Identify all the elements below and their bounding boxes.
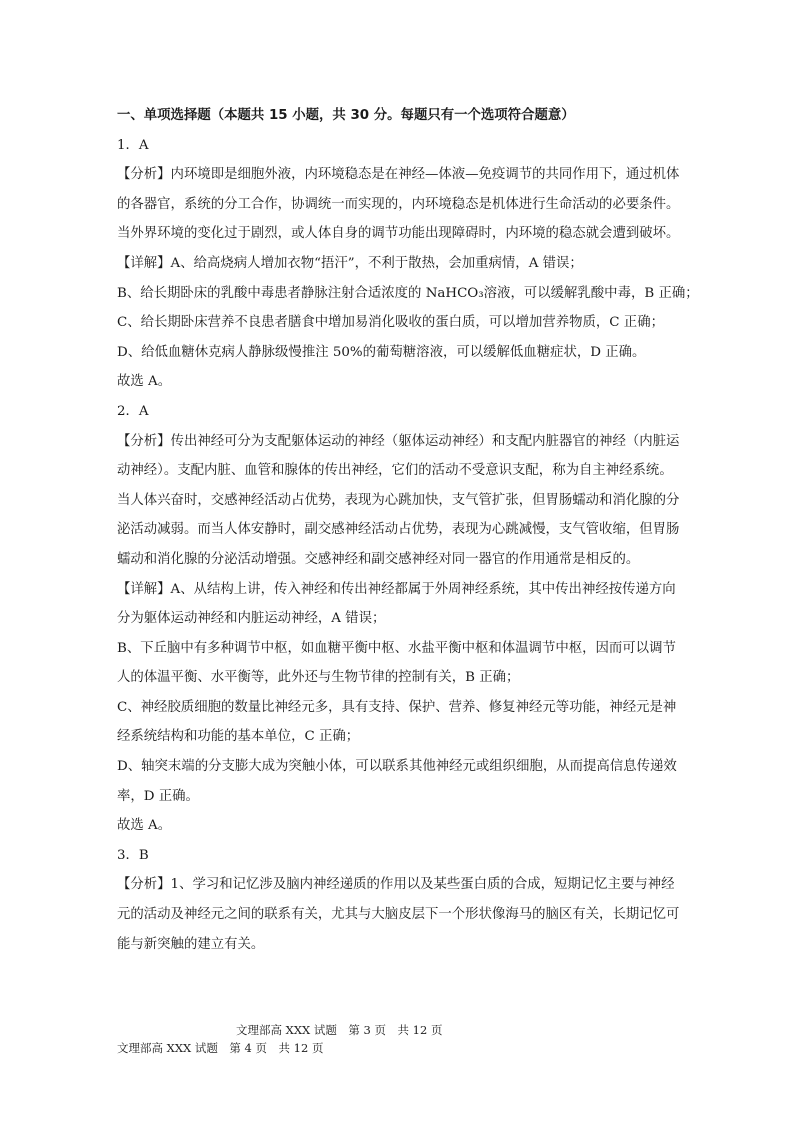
text-line: 动神经）。支配内脏、血管和腺体的传出神经，它们的活动不受意识支配，称为自主神经系统。	[117, 463, 673, 479]
answer-lines	[117, 131, 697, 960]
text-line: 1．A	[117, 137, 149, 153]
text-line: 蠕动和消化腺的分泌活动增强。交感神经和副交感神经对同一器官的作用通常是相反的。	[117, 551, 640, 567]
answer-content	[117, 101, 697, 959]
text-line: 故选 A。	[117, 374, 172, 390]
text-line: D、轴突末端的分支膨大成为突触小体，可以联系其他神经元或组织细胞，从而提高信息传递效	[117, 759, 677, 775]
text-line: 当人体兴奋时，交感神经活动占优势，表现为心跳加快，支气管扩张，但胃肠蠕动和消化腺的分	[117, 492, 680, 508]
text-line: 故选 A。	[117, 818, 172, 834]
text-line: C、给长期卧床营养不良患者膳食中增加易消化吸收的蛋白质，可以增加营养物质，C 正确；	[117, 315, 664, 331]
text-line: 当外界环境的变化过于剧烈，或人体自身的调节功能出现障碍时，内环境的稳态就会遭到破坏。	[117, 226, 680, 242]
text-line: 【详解】A、从结构上讲，传入神经和传出神经都属于外周神经系统，其中传出神经按传递方向	[117, 581, 676, 597]
text-line: 【分析】内环境即是细胞外液，内环境稳态是在神经—体液—免疫调节的共同作用下，通过机体	[117, 167, 680, 183]
text-line: 元的活动及神经元之间的联系有关，尤其与大脑皮层下一个形状像海马的脑区有关，长期记忆可	[117, 907, 680, 923]
section-heading: 一、单项选择题（本题共 15 小题，共 30 分。每题只有一个选项符合题意）	[117, 108, 575, 123]
text-line: D、给低血糖休克病人静脉级慢推注 50%的葡萄糖溶液，可以缓解低血糖症状，D 正确。	[117, 344, 646, 360]
text-line: B、给长期卧床的乳酸中毒患者静脉注射合适浓度的 NaHCO₃溶液，可以缓解乳酸中毒，B 正确；	[117, 285, 699, 301]
text-line: 能与新突触的建立有关。	[117, 936, 265, 952]
text-line: 经系统结构和功能的基本单位，C 正确；	[117, 729, 360, 745]
text-line: 【分析】1、学习和记忆涉及脑内神经递质的作用以及某些蛋白质的合成，短期记忆主要与神经	[117, 877, 675, 893]
text-line: 2．A	[117, 403, 149, 419]
text-line: 【详解】A、给高烧病人增加衣物“捂汗”，不利于散热，会加重病情，A 错误；	[117, 255, 583, 271]
text-line: 分为躯体运动神经和内脏运动神经，A 错误；	[117, 611, 386, 627]
page-footer-secondary: 文理部高 XXX 试题 第 4 页 共 12 页	[117, 1041, 324, 1055]
text-line: 率，D 正确。	[117, 788, 199, 804]
text-line: 【分析】传出神经可分为支配躯体运动的神经（躯体运动神经）和支配内脏器官的神经（内脏运	[117, 433, 680, 449]
text-line: C、神经胶质细胞的数量比神经元多，具有支持、保护、营养、修复神经元等功能，神经元是神	[117, 699, 677, 715]
text-line: B、下丘脑中有多种调节中枢，如血糖平衡中枢、水盐平衡中枢和体温调节中枢，因而可以调节	[117, 640, 676, 656]
text-line: 人的体温平衡、水平衡等，此外还与生物节律的控制有关，B 正确；	[117, 670, 520, 686]
text-line: 3．B	[117, 847, 149, 863]
text-line: 泌活动减弱。而当人体安静时，副交感神经活动占优势，表现为心跳减慢，支气管收缩，但胃肠	[117, 522, 680, 538]
text-line: 的各器官，系统的分工合作，协调统一而实现的，内环境稳态是机体进行生命活动的必要条件。	[117, 196, 680, 212]
page-footer: 文理部高 XXX 试题 第 3 页 共 12 页	[236, 1023, 443, 1037]
